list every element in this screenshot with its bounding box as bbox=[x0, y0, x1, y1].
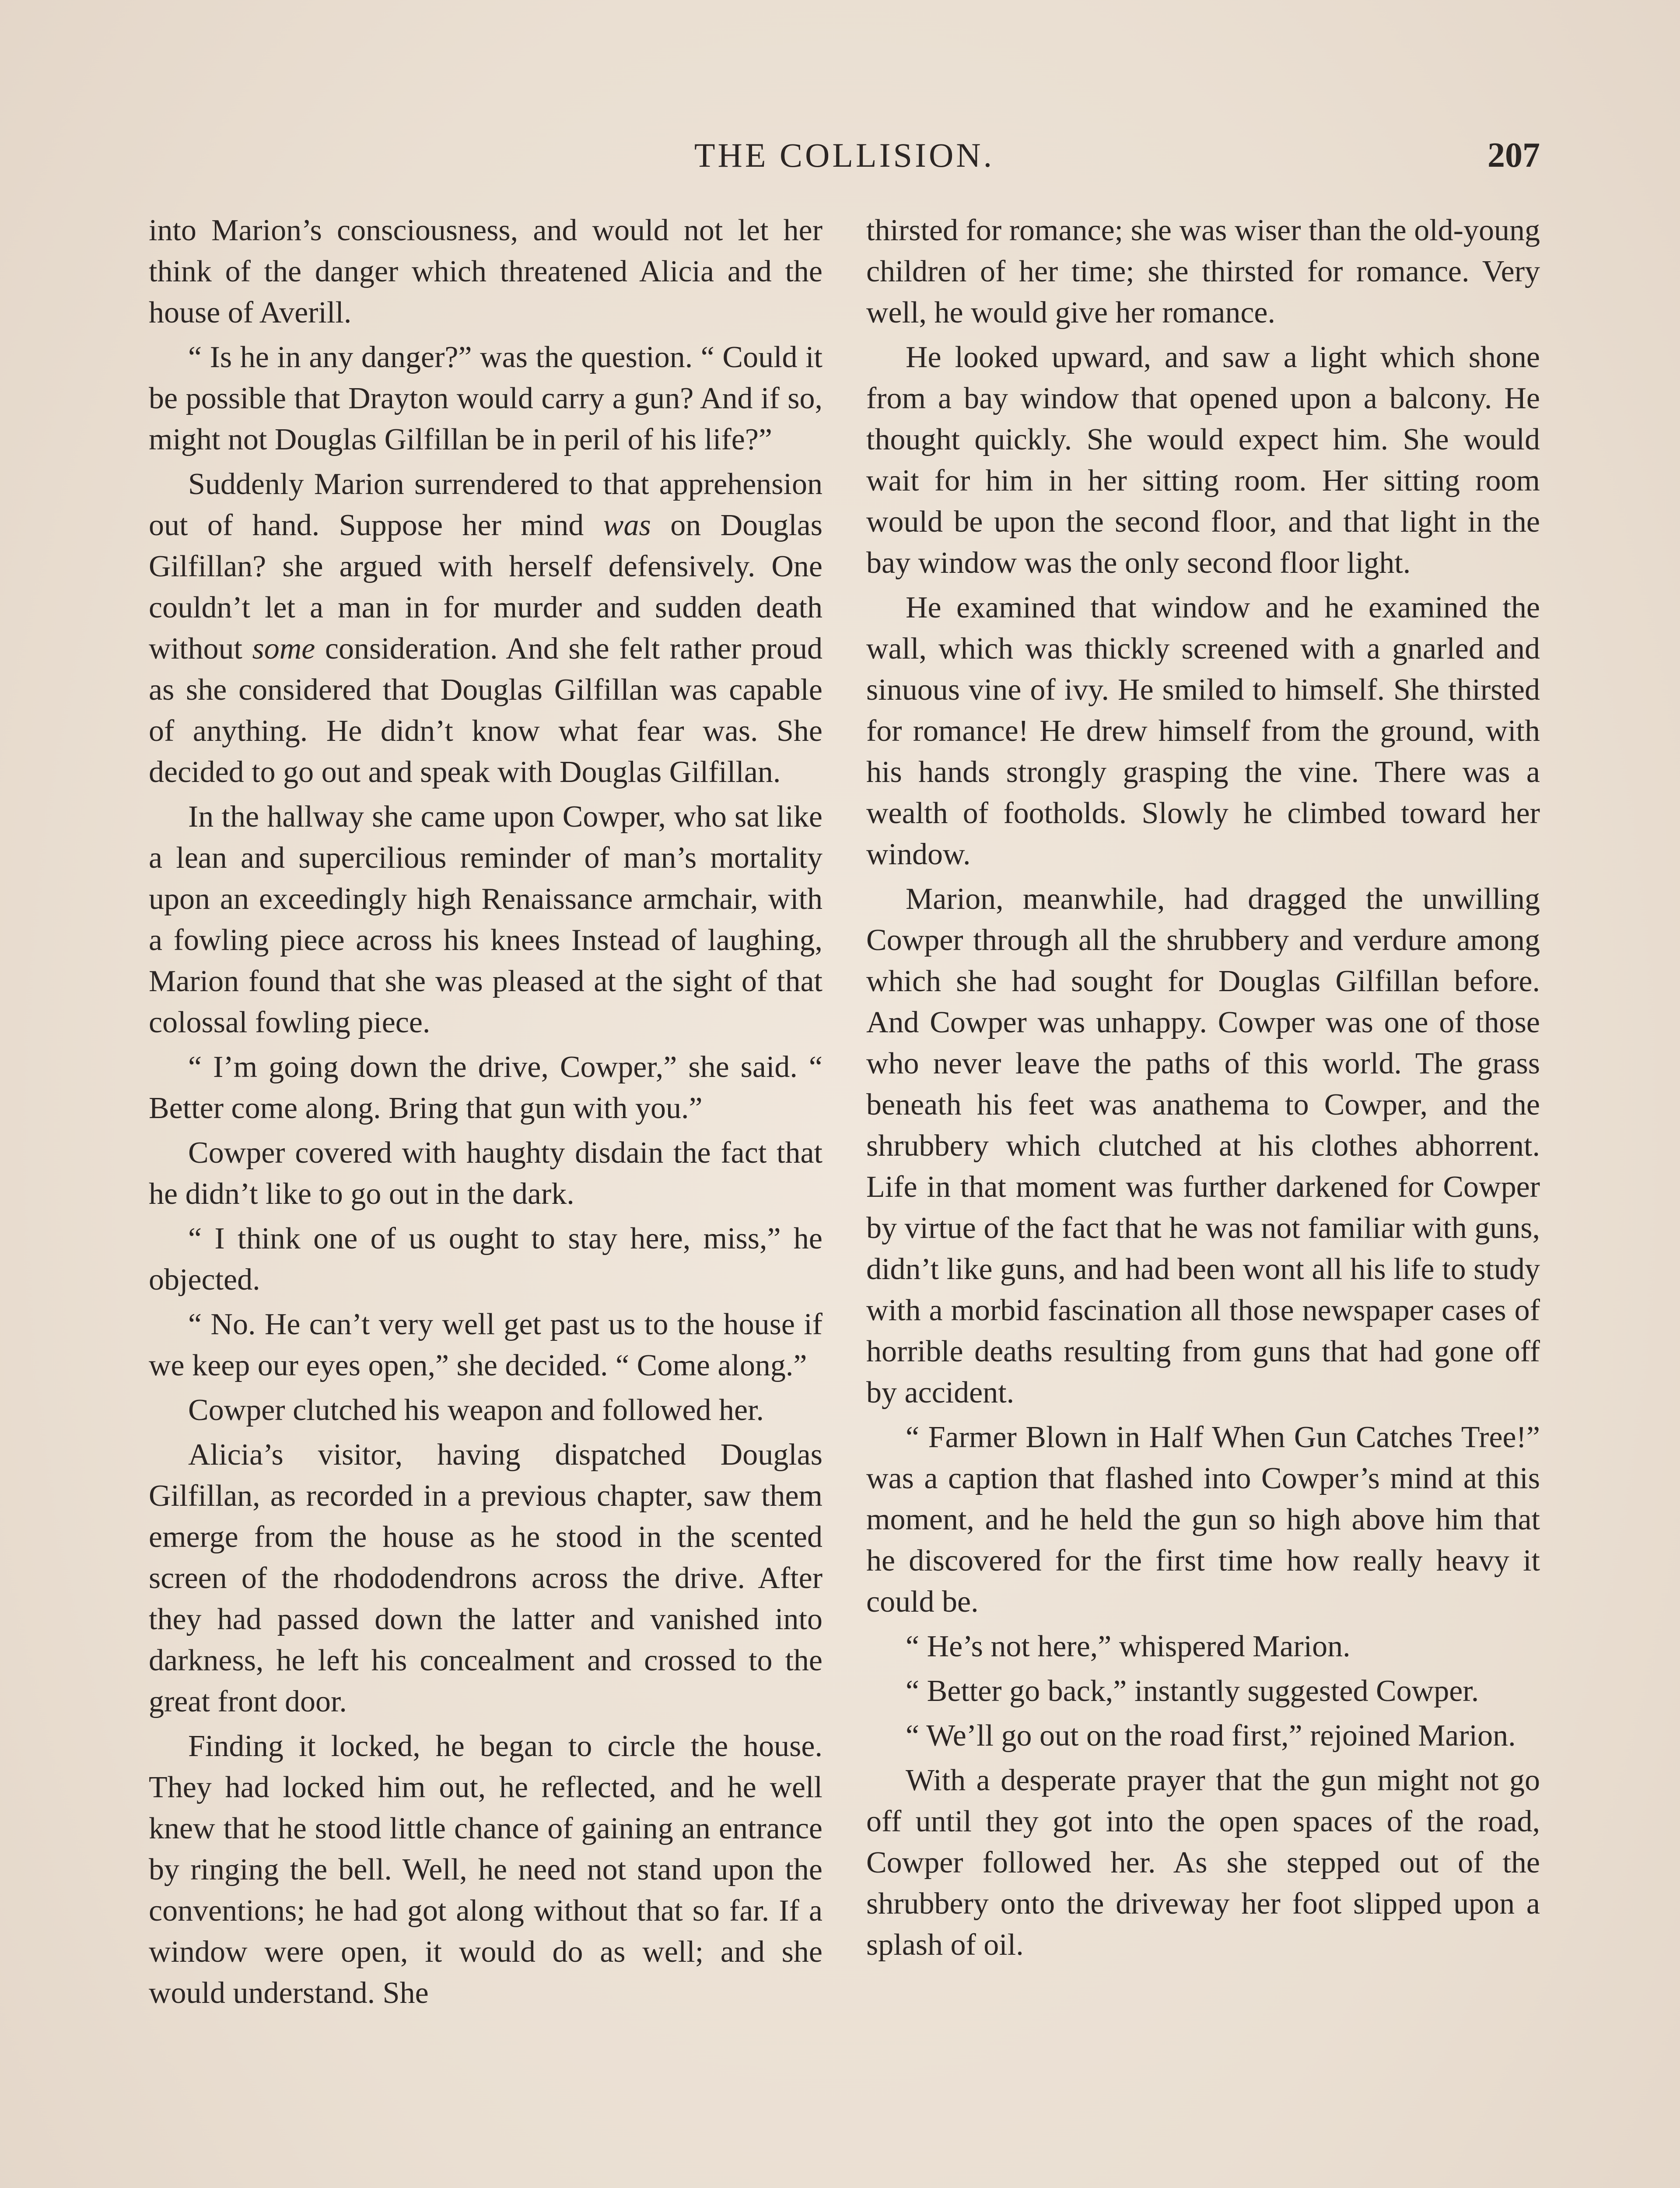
paragraph: “ We’ll go out on the road first,” rejoined Marion. bbox=[906, 1719, 1516, 1753]
paragraph: With a desperate prayer that the gun might not go off until they got into the open spaces of the road, Cowper followed her. As she stepped out of the shrubbery onto the driveway her foot slipped upon a splash of oil. bbox=[866, 1764, 1540, 1962]
paragraph: Cowper clutched his weapon and followed her. bbox=[188, 1393, 764, 1427]
paragraph: He looked upward, and saw a light which shone from a bay window that opened upon a balcony. He thought quickly. She would expect him. She would wait for him in her sitting room. Her sitting room would be upon the second floor, and that light in the bay window was the only second floor light. bbox=[866, 340, 1540, 580]
paragraph: “ I think one of us ought to stay here, miss,” he objected. bbox=[149, 1222, 822, 1297]
paragraph: Marion, meanwhile, had dragged the unwilling Cowper through all the shrubbery and verdure among which she had sought for Douglas Gilfillan before. And Cowper was unhappy. Cowper was one of those who never leave the paths of this world. The grass beneath his feet was anathema to Cowper, and the shrubbery which clutched at his clothes abhorrent. Life in that moment was further darkened for Cowper by virtue of the fact that he was not familiar with guns, didn’t like guns, and had been wont all his life to study with a morbid fascination all those newspaper cases of horrible deaths resulting from guns that had gone off by accident. bbox=[866, 882, 1540, 1410]
running-head: THE COLLISION. bbox=[694, 136, 995, 174]
paragraph: Cowper covered with haughty disdain the fact that he didn’t like to go out in the dark. bbox=[149, 1136, 822, 1211]
paragraph: “ I’m going down the drive, Cowper,” she said. “ Better come along. Bring that gun with you.” bbox=[149, 1050, 822, 1125]
right-column bbox=[866, 210, 1540, 2188]
paragraph: “ Farmer Blown in Half When Gun Catches Tree!” was a caption that flashed into Cowper’s mind at this moment, and he held the gun so high above him that he discovered for the first time how really heavy it could be. bbox=[866, 1420, 1540, 1619]
paragraph: “ He’s not here,” whispered Marion. bbox=[906, 1630, 1351, 1663]
paragraph: In the hallway she came upon Cowper, who sat like a lean and supercilious reminder of man’s mortality upon an exceedingly high Renaissance armchair, with a fowling piece across his knees Instead of laughing, Marion found that she was pleased at the sight of that colossal fowling piece. bbox=[149, 800, 822, 1039]
paragraph: Alicia’s visitor, having dispatched Douglas Gilfillan, as recorded in a previous chapter, saw them emerge from the house as he stood in the scented screen of the rhododendrons across the drive. After they had passed down the latter and vanished into darkness, he left his concealment and crossed to the great front door. bbox=[149, 1438, 822, 1718]
text-columns bbox=[149, 210, 1540, 2188]
paragraph: into Marion’s consciousness, and would not let her think of the danger which threatened Alicia and the house of Averill. bbox=[149, 214, 822, 330]
paragraph: “ No. He can’t very well get past us to the house if we keep our eyes open,” she decided. “ Come along.” bbox=[149, 1308, 822, 1382]
paragraph: “ Better go back,” instantly suggested Cowper. bbox=[906, 1674, 1479, 1708]
paragraph: Suddenly Marion surrendered to that apprehension out of hand. Suppose her mind was on Douglas Gilfillan? she argued with herself defensively. One couldn’t let a man in for murder and sudden death without some consideration. And she felt rather proud as she considered that Douglas Gilfillan was capable of anything. He didn’t know what fear was. She decided to go out and speak with Douglas Gilfillan. bbox=[149, 467, 822, 789]
paragraph: He examined that window and he examined the wall, which was thickly screened with a gnarled and sinuous vine of ivy. He smiled to himself. She thirsted for romance! He drew himself from the ground, with his hands strongly grasping the vine. There was a wealth of footholds. Slowly he climbed toward her window. bbox=[866, 591, 1540, 871]
page-number: 207 bbox=[1488, 136, 1540, 175]
left-column bbox=[149, 210, 822, 2188]
page-header bbox=[149, 131, 1540, 184]
paragraph: “ Is he in any danger?” was the question. “ Could it be possible that Drayton would carry a gun? And if so, might not Douglas Gilfillan be in peril of his life?” bbox=[149, 340, 822, 456]
paragraph: Finding it locked, he began to circle the house. They had locked him out, he reflected, and he well knew that he stood little chance of gaining an entrance by ringing the bell. Well, he need not stand upon the conventions; he had got along without that so far. If a window were open, it would do as well; and she would understand. She bbox=[149, 1729, 822, 2010]
paragraph: thirsted for romance; she was wiser than the old-young children of her time; she thirsted for romance. Very well, he would give her romance. bbox=[866, 214, 1540, 330]
